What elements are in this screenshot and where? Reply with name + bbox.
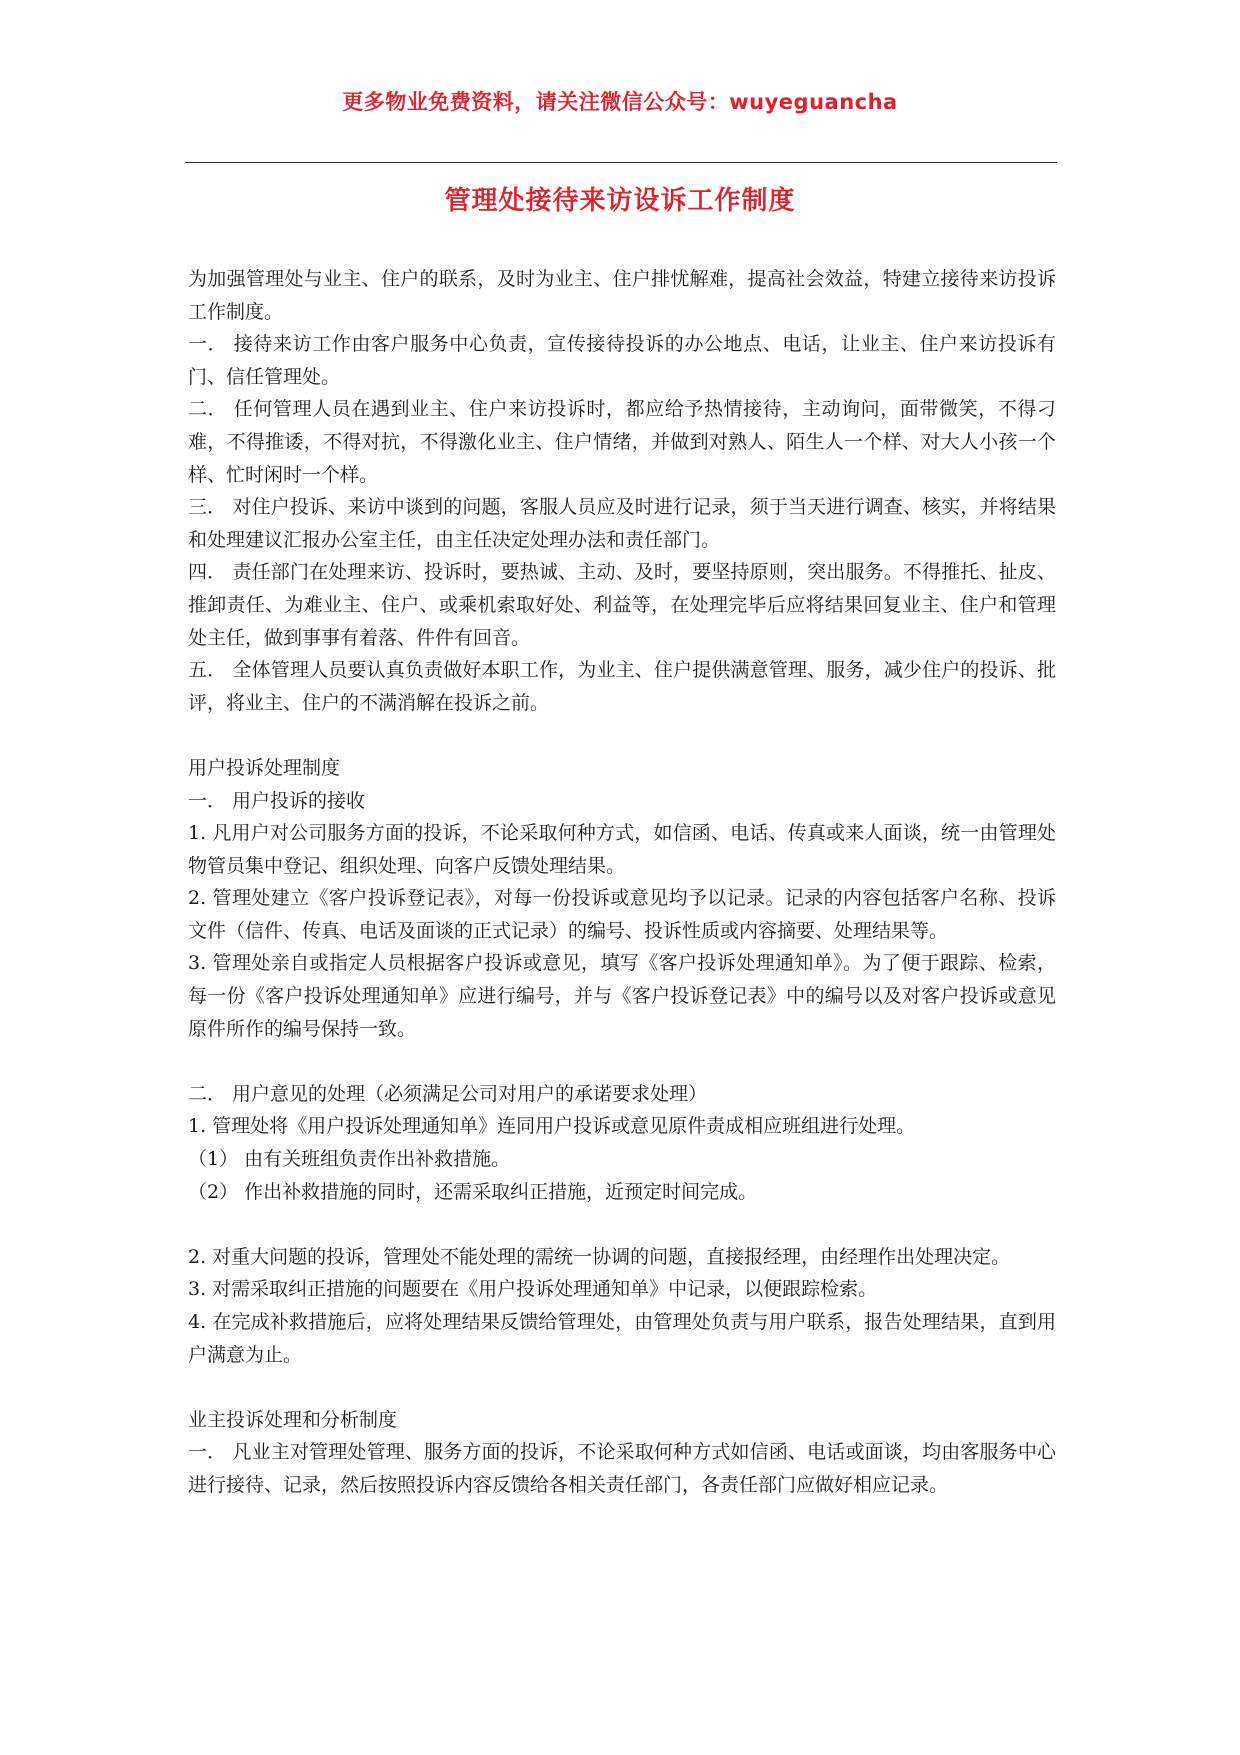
body-paragraph: 一． 接待来访工作由客户服务中心负责，宣传接待投诉的办公地点、电话，让业主、住户来访投诉有门、信任管理处。 — [188, 333, 1056, 388]
body-paragraph: 1. 管理处将《用户投诉处理通知单》连同用户投诉或意见原件责成相应班组进行处理。 — [188, 1115, 916, 1138]
promo-header: 更多物业免费资料，请关注微信公众号：wuyeguancha — [342, 90, 898, 114]
body-paragraph: 为加强管理处与业主、住户的联系，及时为业主、住户排忧解难，提高社会效益，特建立接待来访投诉工作制度。 — [188, 268, 1056, 323]
body-paragraph: 一． 凡业主对管理处管理、服务方面的投诉，不论采取何种方式如信函、电话或面谈，均由客服务中心进行接待、记录，然后按照投诉内容反馈给各相关责任部门，各责任部门应做好相应记录。 — [188, 1441, 1056, 1496]
body-paragraph: 三． 对住户投诉、来访中谈到的问题，客服人员应及时进行记录，须于当天进行调查、核实，并将结果和处理建议汇报办公室主任，由主任决定处理办法和责任部门。 — [188, 496, 1056, 551]
body-paragraph: 用户投诉处理制度 — [188, 756, 341, 779]
body-paragraph: 2. 对重大问题的投诉，管理处不能处理的需统一协调的问题，直接报经理，由经理作出处理决定。 — [188, 1245, 1011, 1268]
body-paragraph: 二． 任何管理人员在遇到业主、住户来访投诉时，都应给予热情接待，主动询问，面带微笑，不得刁难，不得推诿，不得对抗，不得激化业主、住户情绪，并做到对熟人、陌生人一个样、对大人小孩一个样、忙时闲时一个样。 — [188, 398, 1056, 486]
body-paragraph: 四． 责任部门在处理来访、投诉时，要热诚、主动、及时，要坚持原则，突出服务。不得推托、扯皮、推卸责任、为难业主、住户、或乘机索取好处、利益等，在处理完毕后应将结果回复业主、住户和管理处主任，做到事事有着落、件件有回音。 — [188, 561, 1056, 649]
body-paragraph: 1. 凡用户对公司服务方面的投诉，不论采取何种方式，如信函、电话、传真或来人面谈，统一由管理处物管员集中登记、组织处理、向客户反馈处理结果。 — [188, 822, 1056, 877]
body-paragraph: 4. 在完成补救措施后，应将处理结果反馈给管理处，由管理处负责与用户联系，报告处理结果，直到用户满意为止。 — [188, 1311, 1056, 1366]
body-paragraph: 3. 管理处亲自或指定人员根据客户投诉或意见，填写《客户投诉处理通知单》。为了便于跟踪、检索，每一份《客户投诉处理通知单》应进行编号，并与《客户投诉登记表》中的编号以及对客户投诉或意见原件所作的编号保持一致。 — [188, 952, 1056, 1040]
body-paragraph: 五． 全体管理人员要认真负责做好本职工作，为业主、住户提供满意管理、服务，减少住户的投诉、批评，将业主、住户的不满消解在投诉之前。 — [188, 659, 1056, 714]
body-paragraph: 二． 用户意见的处理（必须满足公司对用户的承诺要求处理） — [188, 1082, 708, 1105]
paragraph-spacer — [188, 719, 1056, 752]
paragraph-spacer — [188, 1208, 1056, 1241]
body-paragraph: 一． 用户投诉的接收 — [188, 789, 366, 812]
body-paragraph: 3. 对需采取纠正措施的问题要在《用户投诉处理通知单》中记录，以便跟踪检索。 — [188, 1278, 878, 1301]
paragraph-spacer — [188, 1371, 1056, 1404]
body-paragraph: （1） 由有关班组负责作出补救措施。 — [188, 1148, 511, 1171]
body-paragraph: （2） 作出补救措施的同时，还需采取纠正措施，近预定时间完成。 — [188, 1180, 758, 1203]
body-paragraph: 业主投诉处理和分析制度 — [188, 1408, 398, 1431]
paragraph-spacer — [188, 1045, 1056, 1078]
document-title: 管理处接待来访设诉工作制度 — [444, 186, 796, 216]
body-paragraph: 2. 管理处建立《客户投诉登记表》，对每一份投诉或意见均予以记录。记录的内容包括客户名称、投诉文件（信件、传真、电话及面谈的正式记录）的编号、投诉性质或内容摘要、处理结果等。 — [188, 887, 1056, 942]
header-divider — [185, 162, 1057, 163]
document-body — [188, 263, 1056, 1502]
